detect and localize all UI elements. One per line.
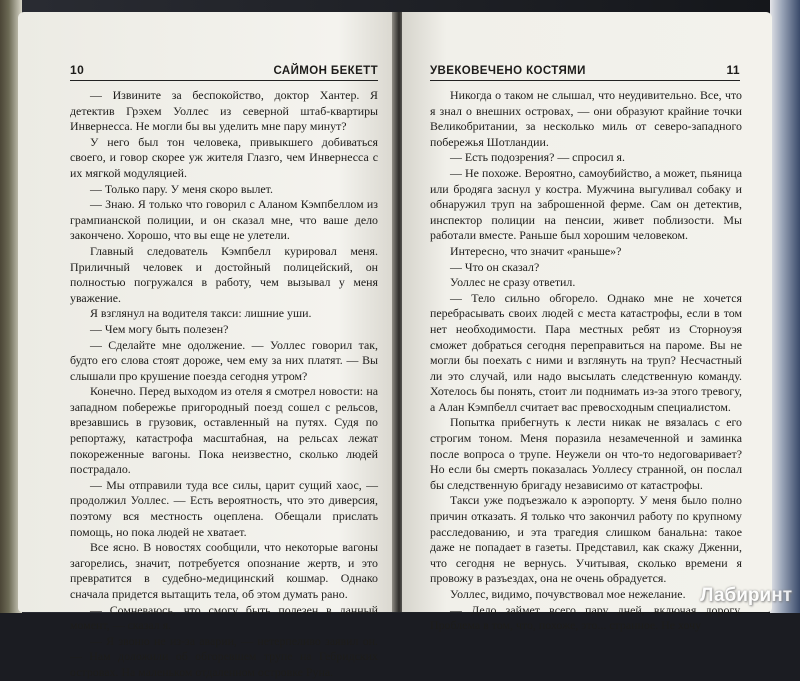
paragraph: Все ясно. В новостях сообщили, что некоторые вагоны загорелись, значит, потребуется опознание жертв, и это превратится в судебно-медицинский кошмар. Однако сначала придется вытащить тела, об этом думать рано. [70,540,378,601]
paragraph: — Извините за беспокойство, доктор Хантер. Я детектив Грэхем Уоллес из северной штаб-квартиры Инвернесса. Не могли бы вы уделить мне пару минут? [70,88,378,134]
paragraph: — Я звоню не из-за аварии, — нетерпеливо заявил он. — Нам доложили об обгоревшем трупе на Гебридских островах. На маленьком отдаленном островке Руна. [70,633,378,679]
paragraph: — Тело сильно обгорело. Однако мне не хочется перебрасывать своих людей с места катастрофы, если в том нет необходимости. Пара местных ребят из Сторноуэя сможет добраться сегодня переправиться на пароме. Вы не могли бы поехать с ними и взглянуть на труп? Несчастный ли это случай, или надо высылать следственную команду. Хотелось бы понять, стоит ли поднимать из-за этого тревогу, а Алан Кэмпбелл считает вас превосходным специалистом. [430,290,742,414]
paragraph: — Что он сказал? [450,259,540,274]
paragraph: Никогда о таком не слышал, что неудивительно. Все, что я знал о внешних островах, — они образуют крайние точки Великобритании, за несколько миль от северо-западного побережья Шотландии. [430,88,742,149]
paragraph: Уоллес не сразу ответил. [450,275,576,290]
paragraph: Я взглянул на водителя такси: лишние уши. [90,306,312,321]
paragraph: Уоллес, видимо, почувствовал мое нежелание. [450,587,686,601]
paragraph: — Не похоже. Вероятно, самоубийство, а может, пьяница или бродяга заснул у костра. Мужчина выгуливал собаку и обнаружил труп на заброшенной ферме. Сам он детектив, инспектор полиции на пенсии, живет поблизости. Мы работали вместе. Раньше был хорошим человеком. [430,165,742,243]
left-page-number: 10 [70,63,85,77]
labirint-watermark: Лабиринт [700,585,792,606]
paragraph: Такси уже подъезжало к аэропорту. У меня было полно причин отказать. Я только что закончил работу по крупному расследованию, и эта трагедия слишком банальна: такое даже не попадает в газеты. Представил, как скажу Дженни, что сегодня не вернусь. Учитывая, сколько времени я провожу в разъездах, она не очень обрадуется. [430,493,742,586]
paragraph: — Сделайте мне одолжение. — Уоллес говорил так, будто его слова стоят дороже, чем ему за них платят. — Вы слышали про крушение поезда сегодня утром? [70,337,378,383]
paragraph: — Дело займет всего пару дней, включая дорогу. Проблема в том, что, похоже, это... странное. Не хочу [430,602,742,633]
paragraph: — Только пару. У меня скоро вылет. [90,181,273,196]
left-running-head: САЙМОН БЕКЕТТ [273,65,378,77]
right-page-text [430,88,742,634]
right-page-header [430,61,740,81]
paragraph: — Знаю. Я только что говорил с Аланом Кэмпбеллом из грампианской полиции, и он сказал мне, что ваше дело закончено. Хорошо, что вы еще не улетели. [70,197,378,243]
paragraph: — Чем могу быть полезен? [90,321,229,336]
paragraph: — Мы отправили туда все силы, царит сущий хаос, — продолжил Уоллес. — Есть вероятность, что это диверсия, поэтому вся местность оцеплена. Обещали прислать помощь, но пока людей не хватает. [70,477,378,539]
paragraph: Конечно. Перед выходом из отеля я смотрел новости: на западном побережье пригородный поезд сошел с рельсов, врезавшись в грузовик, оставленный на путях. Судя по репортажу, катастрофа масштабная, на рельсах лежат покореженные вагоны. Пока неизвестно, сколько людей пострадало. [70,384,378,477]
paragraph: У него был тон человека, привыкшего добиваться своего, и говор скорее уж жителя Глазго, чем Инвернесса с их мягкой модуляцией. [70,134,378,180]
paragraph: Интересно, что значит «раньше»? [450,243,622,258]
left-page-header [70,61,378,81]
right-page [402,12,772,633]
paragraph: Главный следователь Кэмпбелл курировал меня. Приличный человек и достойный полицейский, он полностью погружался в работу, чем вызывал у меня уважение. [70,243,378,305]
left-page [18,12,395,679]
paragraph: Попытка прибегнуть к лести никак не вязалась с его строгим тоном. Меня поразила незамеченной и заминка после вопроса о трупе. Неужели он что-то недоговаривает? Но если бы смерть показалась Уоллесу странной, он послал бы следственную бригаду независимо от катастрофы. [430,415,742,492]
right-running-head: УВЕКОВЕЧЕНО КОСТЯМИ [430,65,586,77]
paragraph: — Есть подозрения? — спросил я. [450,150,626,165]
right-page-number: 11 [726,63,740,77]
paragraph: — Сомневаюсь, что смогу быть полезен в данный момент, — сказал я. [70,602,378,633]
right-page-edge [770,0,800,613]
left-page-text [70,88,378,681]
